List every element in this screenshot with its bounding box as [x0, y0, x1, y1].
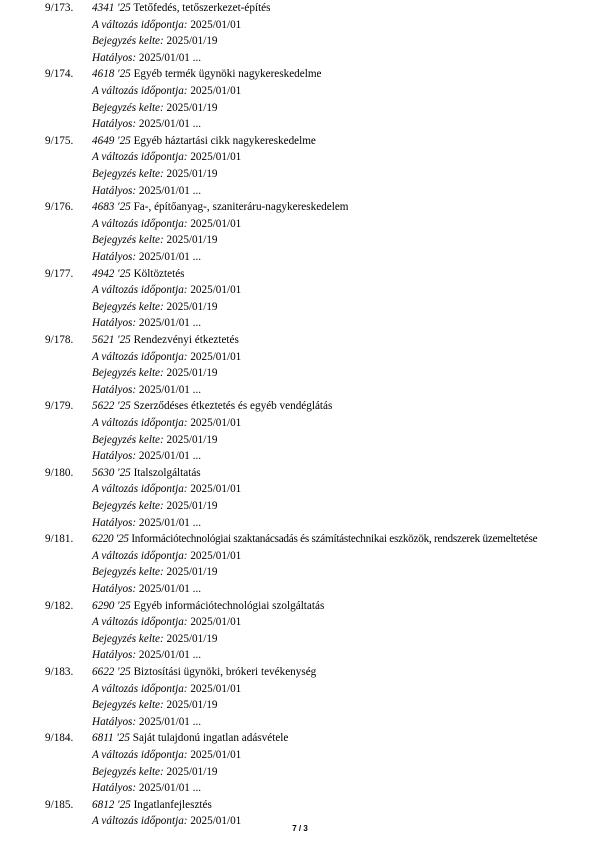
- change-date-label: A változás időpontja:: [92, 151, 188, 164]
- effective-label: Hatályos:: [92, 516, 137, 529]
- change-date-label: A változás időpontja:: [92, 616, 188, 629]
- effective-label: Hatályos:: [92, 715, 137, 728]
- effective-value: 2025/01/01 ...: [138, 51, 202, 64]
- effective-label: Hatályos:: [92, 184, 137, 197]
- effective-value: 2025/01/01 ...: [138, 450, 202, 463]
- entry-date-label: Bejegyzés kelte:: [92, 300, 164, 313]
- change-date-label: A változás időpontja:: [92, 18, 188, 31]
- entry-date-label: Bejegyzés kelte:: [92, 433, 164, 446]
- change-date-label: A változás időpontja:: [92, 416, 188, 429]
- activity-code: 4341 '25: [92, 2, 131, 14]
- entry-date-value: 2025/01/19: [166, 566, 218, 579]
- entry-number: 9/179.: [45, 400, 74, 413]
- entry-date-label: Bejegyzés kelte:: [92, 367, 164, 380]
- effective-value: 2025/01/01 ...: [138, 516, 202, 529]
- entry-number: 9/177.: [45, 267, 74, 280]
- activity-code: 4942 '25: [92, 267, 131, 280]
- activity-name: Egyéb információtechnológiai szolgáltatás: [133, 599, 325, 612]
- effective-label: Hatályos:: [92, 118, 137, 131]
- activity-name: Biztosítási ügynöki, brókeri tevékenység: [133, 666, 317, 678]
- change-date-label: A változás időpontja:: [92, 748, 188, 761]
- entry-date-label: Bejegyzés kelte:: [92, 101, 164, 114]
- entry-number: 9/180.: [45, 466, 74, 479]
- entry-date-value: 2025/01/19: [166, 699, 218, 712]
- change-date-value: 2025/01/01: [190, 483, 242, 496]
- effective-label: Hatályos:: [92, 582, 137, 595]
- activity-code: 4683 '25: [92, 201, 131, 214]
- entry-date-value: 2025/01/19: [166, 167, 218, 180]
- entry-date-value: 2025/01/19: [166, 367, 218, 380]
- effective-value: 2025/01/01 ...: [138, 184, 202, 197]
- effective-value: 2025/01/01 ...: [138, 782, 202, 795]
- entry-date-value: 2025/01/19: [166, 499, 218, 512]
- change-date-label: A változás időpontja:: [92, 284, 188, 297]
- effective-value: 2025/01/01 ...: [138, 649, 202, 662]
- entry-number: 9/185.: [45, 798, 74, 811]
- activity-code: 4618 '25: [92, 68, 131, 81]
- entry-number: 9/173.: [45, 2, 74, 14]
- register-entry: [0, 730, 600, 796]
- entry-number: 9/176.: [45, 201, 74, 214]
- effective-value: 2025/01/01 ...: [138, 250, 202, 263]
- entry-date-label: Bejegyzés kelte:: [92, 699, 164, 712]
- effective-label: Hatályos:: [92, 250, 137, 263]
- activity-code: 6220 '25: [92, 533, 129, 546]
- change-date-value: 2025/01/01: [190, 151, 242, 164]
- activity-code: 5622 '25: [92, 400, 131, 413]
- entry-number: 9/181.: [45, 533, 74, 546]
- activity-name: Rendezvényi étkeztetés: [133, 334, 239, 346]
- register-entry: [0, 398, 600, 464]
- activity-code: 6622 '25: [92, 666, 131, 678]
- activity-code: 5621 '25: [92, 334, 131, 346]
- activity-code: 6812 '25: [92, 798, 131, 811]
- effective-label: Hatályos:: [92, 317, 137, 330]
- entry-number: 9/184.: [45, 732, 74, 745]
- activity-code: 4649 '25: [92, 134, 131, 147]
- change-date-label: A változás időpontja:: [92, 549, 188, 562]
- entry-number: 9/175.: [45, 134, 74, 147]
- activity-name: Költöztetés: [133, 267, 185, 280]
- entry-date-value: 2025/01/19: [166, 234, 218, 247]
- effective-value: 2025/01/01 ...: [138, 317, 202, 330]
- change-date-value: 2025/01/01: [190, 284, 242, 297]
- change-date-label: A változás időpontja:: [92, 350, 188, 363]
- entry-date-label: Bejegyzés kelte:: [92, 234, 164, 247]
- entry-date-label: Bejegyzés kelte:: [92, 632, 164, 645]
- change-date-value: 2025/01/01: [190, 416, 242, 429]
- register-entry: [0, 598, 600, 664]
- register-entry: [0, 332, 600, 398]
- entry-date-value: 2025/01/19: [166, 433, 218, 446]
- change-date-label: A változás időpontja:: [92, 217, 188, 230]
- entry-date-label: Bejegyzés kelte:: [92, 765, 164, 778]
- effective-label: Hatályos:: [92, 782, 137, 795]
- entry-date-label: Bejegyzés kelte:: [92, 499, 164, 512]
- change-date-value: 2025/01/01: [190, 815, 242, 828]
- entry-date-value: 2025/01/19: [166, 35, 218, 48]
- register-entry: [0, 199, 600, 265]
- register-entry: [0, 66, 600, 132]
- change-date-value: 2025/01/01: [190, 616, 242, 629]
- change-date-value: 2025/01/01: [190, 682, 242, 695]
- entry-number: 9/174.: [45, 68, 74, 81]
- entry-date-label: Bejegyzés kelte:: [92, 566, 164, 579]
- change-date-label: A változás időpontja:: [92, 682, 188, 695]
- entry-date-value: 2025/01/19: [166, 300, 218, 313]
- change-date-value: 2025/01/01: [190, 350, 242, 363]
- register-entry: [0, 133, 600, 199]
- change-date-value: 2025/01/01: [190, 18, 242, 31]
- change-date-value: 2025/01/01: [190, 84, 242, 97]
- effective-value: 2025/01/01 ...: [138, 715, 202, 728]
- activity-name: Egyéb háztartási cikk nagykereskedelme: [133, 134, 316, 147]
- effective-value: 2025/01/01 ...: [138, 582, 202, 595]
- effective-value: 2025/01/01 ...: [138, 383, 202, 396]
- activity-name: Tetőfedés, tetőszerkezet-építés: [133, 2, 271, 14]
- entry-number: 9/183.: [45, 666, 74, 678]
- entry-date-value: 2025/01/19: [166, 101, 218, 114]
- activity-name: Ingatlanfejlesztés: [133, 798, 212, 811]
- activity-name: Szerződéses étkeztetés és egyéb vendéglátás: [133, 400, 333, 413]
- change-date-value: 2025/01/01: [190, 748, 242, 761]
- activity-code: 6290 '25: [92, 599, 131, 612]
- change-date-label: A változás időpontja:: [92, 84, 188, 97]
- activity-name: Információtechnológiai szaktanácsadás és számítástechnikai eszközök, rendszerek üzemeltetése: [131, 533, 538, 546]
- effective-label: Hatályos:: [92, 51, 137, 64]
- entry-date-label: Bejegyzés kelte:: [92, 35, 164, 48]
- register-entry: [0, 531, 600, 597]
- change-date-label: A változás időpontja:: [92, 815, 188, 828]
- effective-label: Hatályos:: [92, 383, 137, 396]
- activity-name: Fa-, építőanyag-, szaniteráru-nagykereskedelem: [133, 201, 349, 214]
- activity-code: 6811 '25: [92, 732, 130, 745]
- register-entry: [0, 0, 600, 66]
- entry-number: 9/178.: [45, 334, 74, 346]
- activity-code: 5630 '25: [92, 466, 131, 479]
- entry-date-label: Bejegyzés kelte:: [92, 167, 164, 180]
- effective-value: 2025/01/01 ...: [138, 118, 202, 131]
- activity-name: Italszolgáltatás: [133, 466, 201, 479]
- register-entry: [0, 266, 600, 332]
- entry-number: 9/182.: [45, 599, 74, 612]
- change-date-value: 2025/01/01: [190, 217, 242, 230]
- effective-label: Hatályos:: [92, 450, 137, 463]
- entry-date-value: 2025/01/19: [166, 765, 218, 778]
- change-date-value: 2025/01/01: [190, 549, 242, 562]
- effective-label: Hatályos:: [92, 649, 137, 662]
- entry-date-value: 2025/01/19: [166, 632, 218, 645]
- register-entry: [0, 664, 600, 730]
- register-entry: [0, 465, 600, 531]
- activity-name: Egyéb termék ügynöki nagykereskedelme: [133, 68, 322, 81]
- activity-name: Saját tulajdonú ingatlan adásvétele: [132, 732, 289, 745]
- page-number: 7 / 3: [292, 824, 308, 833]
- change-date-label: A változás időpontja:: [92, 483, 188, 496]
